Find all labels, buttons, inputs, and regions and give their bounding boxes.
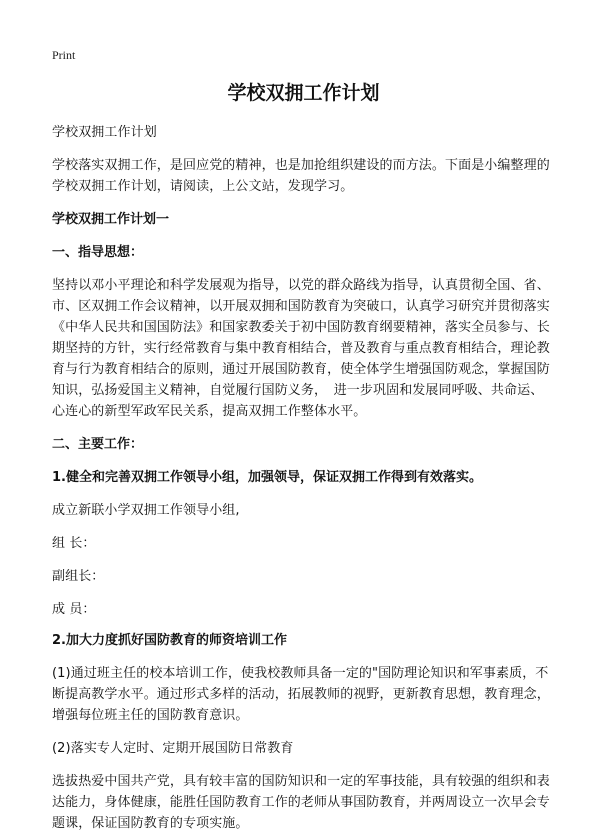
- item2-sub2-paragraph: 选拔热爱中国共产党，具有较丰富的国防知识和一定的军事技能，具有较强的组织和表达能力，身体健康，能胜任国防教育工作的老师从事国防教育，并两周设立一次早会专题课，保证国防教育的专项实施。: [52, 774, 550, 831]
- intro-paragraph: 学校落实双拥工作，是回应党的精神，也是加抢组织建设的而方法。下面是小编整理的学校双拥工作计划，请阅读，上公文站，发现学习。: [52, 158, 550, 194]
- item2-heading: 2.加大力度抓好国防教育的师资培训工作: [52, 633, 287, 648]
- group-leader-line: 组 长：: [52, 536, 96, 551]
- item2-sub2-heading: (2)落实专人定时、定期开展国防日常教育: [52, 741, 294, 756]
- guiding-ideology-heading: 一、指导思想：: [52, 245, 144, 260]
- item1-heading: 1.健全和完善双拥工作领导小组，加强领导，保证双拥工作得到有效落实。: [52, 470, 482, 485]
- print-label[interactable]: Print: [52, 48, 76, 62]
- item1-paragraph: 成立新联小学双拥工作领导小组,: [52, 503, 240, 518]
- plan-section-heading: 学校双拥工作计划一: [52, 212, 170, 227]
- guiding-ideology-paragraph: 坚持以邓小平理论和科学发展观为指导，以党的群众路线为指导，认真贯彻全国、省、市、区双拥工作会议精神，以开展双拥和国防教育为突破口，认真学习研究并贯彻落实《中华人民共和国国防法》和国家教委关于初中国防教育纲要精神，落实全员参与、长期坚持的方针，实行经常教育与集中教育相结合，普及教育与重点教育相结合，理论教育与行为教育相结合的原则，通过开展国防教育，使全体学生增强国防观念，掌握国防知识，弘扬爱国主义精神，自觉履行国防义务， 进一步巩固和发展同呼吸、共命运、心连心的新型军政军民关系，提高双拥工作整体水平。: [52, 278, 550, 419]
- members-line: 成 员：: [52, 602, 96, 617]
- main-work-heading: 二、主要工作：: [52, 437, 144, 452]
- page-title: 学校双拥工作计划: [227, 82, 380, 104]
- document-subtitle: 学校双拥工作计划: [52, 125, 157, 140]
- deputy-leader-line: 副组长：: [52, 569, 105, 584]
- item2-sub1-paragraph: (1)通过班主任的校本培训工作，使我校教师具备一定的"国防理论知识和军事素质，不断提高教学水平。通过形式多样的活动，拓展教师的视野，更新教育思想，教育理念，增强每位班主任的国防教育意识。: [52, 666, 550, 723]
